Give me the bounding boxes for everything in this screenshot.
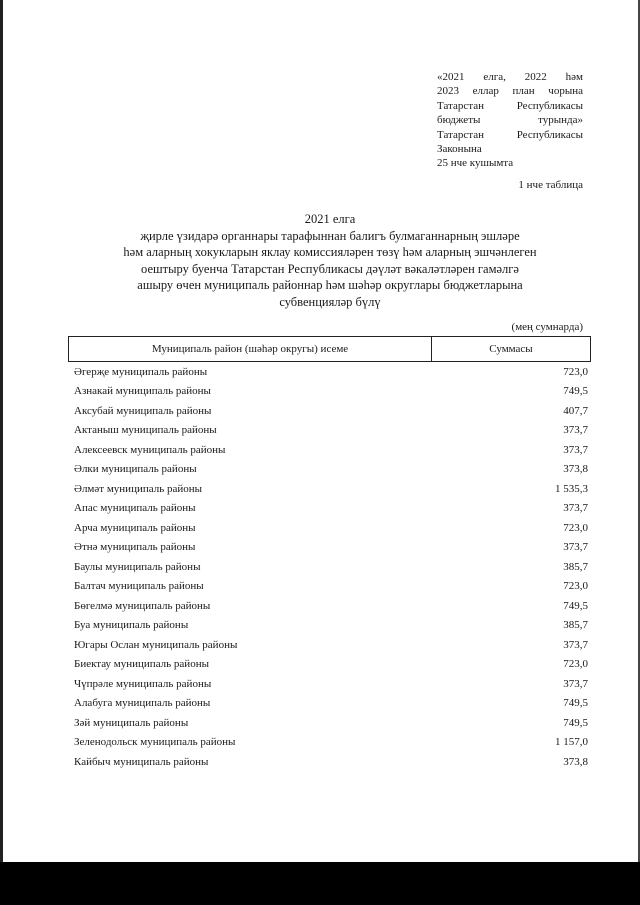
district-name: Аксубай муниципаль районы <box>74 404 212 417</box>
title-line: субвенцияләр бүлү <box>279 294 381 309</box>
table-header <box>68 336 591 362</box>
table-number: 1 нче таблица <box>518 179 583 191</box>
scan-left-edge <box>0 0 3 862</box>
table-row <box>74 635 588 655</box>
law-reference-line: Татарстан Республикасы <box>437 99 583 112</box>
district-amount: 749,5 <box>563 385 588 398</box>
table-row <box>74 557 588 577</box>
district-amount: 407,7 <box>563 404 588 417</box>
district-name: Апас муниципаль районы <box>74 502 196 515</box>
district-name: Кайбыч муниципаль районы <box>74 755 209 768</box>
table-row <box>74 518 588 538</box>
district-amount: 723,0 <box>563 365 588 378</box>
district-name: Арча муниципаль районы <box>74 521 196 534</box>
district-amount: 373,8 <box>563 463 588 476</box>
law-reference-line: 2023 еллар план чорына <box>437 85 583 98</box>
table-row <box>74 577 588 597</box>
law-reference-line: Татарстан Республикасы <box>437 128 583 141</box>
district-amount: 373,7 <box>563 424 588 437</box>
district-amount: 373,8 <box>563 755 588 768</box>
district-name: Әлмәт муниципаль районы <box>74 482 203 495</box>
table-row <box>74 655 588 675</box>
district-name: Зеленодольск муниципаль районы <box>74 736 236 749</box>
header-amount-column: Суммасы <box>489 343 533 355</box>
header-name-column: Муниципаль район (шәһәр округы) исеме <box>69 337 432 361</box>
title-line: һәм аларның хокукларын яклау комиссияләрен төзү һәм аларның эшчәнлеген <box>123 245 537 259</box>
units-note: (мең сумнарда) <box>511 321 583 333</box>
table-row <box>74 538 588 558</box>
district-amount: 723,0 <box>563 521 588 534</box>
table-row <box>74 382 588 402</box>
scan-bottom-band <box>0 862 640 905</box>
district-name: Югары Ослан муниципаль районы <box>74 638 238 651</box>
table-row <box>74 713 588 733</box>
district-amount: 749,5 <box>563 716 588 729</box>
table-row <box>74 479 588 499</box>
table-row <box>74 460 588 480</box>
district-name: Биектау муниципаль районы <box>74 658 209 671</box>
title-line: ашыру өчен муниципаль районнар һәм шәһәр округлары бюджетларына <box>137 278 523 292</box>
district-amount: 373,7 <box>563 638 588 651</box>
district-amount: 373,7 <box>563 677 588 690</box>
district-amount: 385,7 <box>563 619 588 632</box>
district-name: Азнакай муниципаль районы <box>74 385 211 398</box>
district-name: Буа муниципаль районы <box>74 619 189 632</box>
title-line: оештыру буенча Татарстан Республикасы дәүләт вәкаләтләрен гамәлгә <box>141 261 519 276</box>
district-amount: 1 157,0 <box>555 736 588 749</box>
district-name: Чүпрәле муниципаль районы <box>74 677 212 690</box>
district-amount: 723,0 <box>563 580 588 593</box>
district-name: Бөгелмә муниципаль районы <box>74 599 211 612</box>
table-row <box>74 596 588 616</box>
district-name: Әлки муниципаль районы <box>74 463 197 476</box>
table-row <box>74 401 588 421</box>
table-row <box>74 362 588 382</box>
table-row <box>74 616 588 636</box>
district-amount: 373,7 <box>563 502 588 515</box>
district-name: Әгерҗе муниципаль районы <box>74 365 208 378</box>
law-reference-line: 25 нче кушымта <box>437 157 514 170</box>
table-row <box>74 733 588 753</box>
law-reference-line: бюджеты турында» <box>437 114 583 127</box>
table-row <box>74 752 588 772</box>
district-amount: 373,7 <box>563 541 588 554</box>
district-amount: 373,7 <box>563 443 588 456</box>
district-amount: 1 535,3 <box>555 482 588 495</box>
title-year: 2021 елга <box>304 212 356 226</box>
table-row <box>74 440 588 460</box>
district-name: Алексеевск муниципаль районы <box>74 443 226 456</box>
district-name: Балтач муниципаль районы <box>74 580 204 593</box>
document-title <box>100 211 560 310</box>
table-row <box>74 694 588 714</box>
district-name: Зәй муниципаль районы <box>74 716 189 729</box>
law-reference <box>437 70 583 171</box>
table-body <box>74 362 588 772</box>
table-row <box>74 674 588 694</box>
district-amount: 749,5 <box>563 599 588 612</box>
district-name: Баулы муниципаль районы <box>74 560 201 573</box>
table-row <box>74 421 588 441</box>
table-row <box>74 499 588 519</box>
district-name: Алабуга муниципаль районы <box>74 697 211 710</box>
law-reference-line: Законына <box>437 143 482 156</box>
district-amount: 749,5 <box>563 697 588 710</box>
district-name: Әтнә муниципаль районы <box>74 541 196 554</box>
title-line: җирле үзидарә органнары тарафыннан балигъ булмаганнарның эшләре <box>140 228 520 243</box>
district-amount: 723,0 <box>563 658 588 671</box>
district-name: Актаныш муниципаль районы <box>74 424 217 437</box>
district-amount: 385,7 <box>563 560 588 573</box>
law-reference-line: «2021 елга, 2022 һәм <box>437 71 583 83</box>
